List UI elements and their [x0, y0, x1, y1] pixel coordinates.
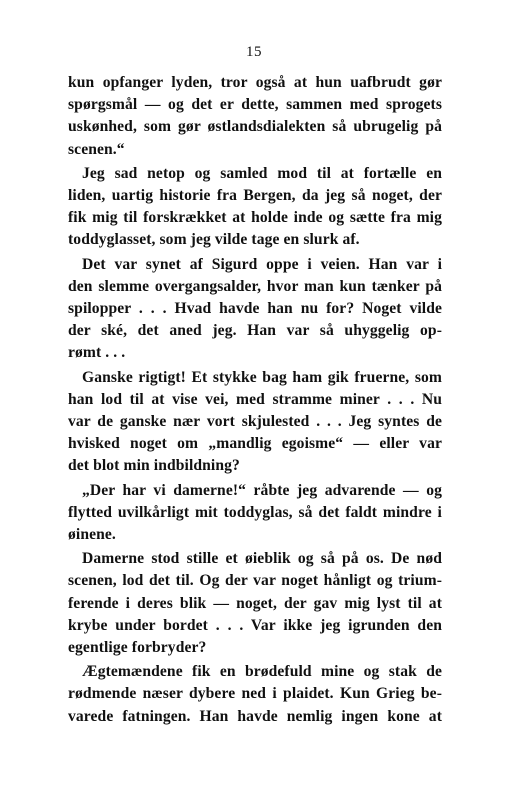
text-line: scenen, lod det til. Og der var noget hånligt og trium-	[68, 572, 442, 590]
text-line: Jeg sad netop og samled mod til at fortælle en	[82, 164, 442, 182]
paragraph	[68, 254, 442, 365]
text-line: der ské, det aned jeg. Han var så uhyggelig op-	[68, 322, 442, 340]
text-line: Det var synet af Sigurd oppe i veien. Han var i	[82, 255, 442, 273]
text-line: hvisked noget om „mandlig egoisme“ — eller var	[68, 435, 442, 453]
text-line: scenen.“	[68, 140, 125, 158]
text-line: øinene.	[68, 526, 116, 544]
text-line: kun opfanger lyden, tror også at hun uafbrudt gør	[68, 74, 442, 91]
text-line: den slemme overgangsalder, hvor man kun tænker på	[68, 277, 442, 295]
text-line: fik mig til forskrækket at holde inde og sætte fra mig	[68, 209, 442, 227]
text-line: rødmende næser dybere ned i plaidet. Kun Grieg be-	[68, 685, 442, 703]
paragraph	[68, 163, 442, 252]
text-line: „Der har vi damerne!“ råbte jeg advarende — og	[82, 481, 442, 499]
text-line: toddyglasset, som jeg vilde tage en slurk af.	[68, 231, 360, 249]
text-line: flytted uvilkårligt mit toddyglas, så det faldt mindre i	[68, 503, 442, 521]
text-line: ferende i deres blik — noget, der gav mig lyst til at	[68, 594, 442, 612]
text-line: krybe under bordet . . . Var ikke jeg igrunden den	[68, 616, 442, 634]
text-line: spilopper . . . Hvad havde han nu for? Noget vilde	[68, 300, 442, 318]
text-line: uskønhed, som gør østlandsdialekten så ubrugelig på	[68, 118, 442, 136]
text-line: liden, uartig historie fra Bergen, da jeg så noget, der	[68, 187, 442, 205]
paragraph	[68, 661, 442, 728]
text-line: Damerne stod stille et øieblik og så på os. De nød	[82, 550, 442, 568]
paragraph	[68, 480, 442, 547]
text-line: egentlige forbryder?	[68, 639, 207, 657]
page-number: 15	[246, 44, 262, 60]
text-line: Ganske rigtigt! Et stykke bag ham gik fruerne, som	[82, 368, 442, 386]
text-line: han lod til at vise vei, med stramme miner . . . Nu	[68, 390, 442, 408]
text-line: rømt . . .	[68, 344, 126, 362]
text-line: varede fatningen. Han havde nemlig ingen kone at	[68, 707, 442, 725]
body-text	[68, 72, 442, 730]
text-line: Ægtemændene fik en brødefuld mine og stak de	[82, 663, 442, 681]
paragraph	[68, 367, 442, 478]
text-line: spørgsmål — og det er dette, sammen med sprogets	[68, 96, 442, 114]
text-line: det blot min indbildning?	[68, 457, 240, 475]
text-line: var de ganske nær vort skjulested . . . Jeg syntes de	[68, 413, 442, 431]
paragraph	[68, 72, 442, 161]
paragraph	[68, 548, 442, 659]
